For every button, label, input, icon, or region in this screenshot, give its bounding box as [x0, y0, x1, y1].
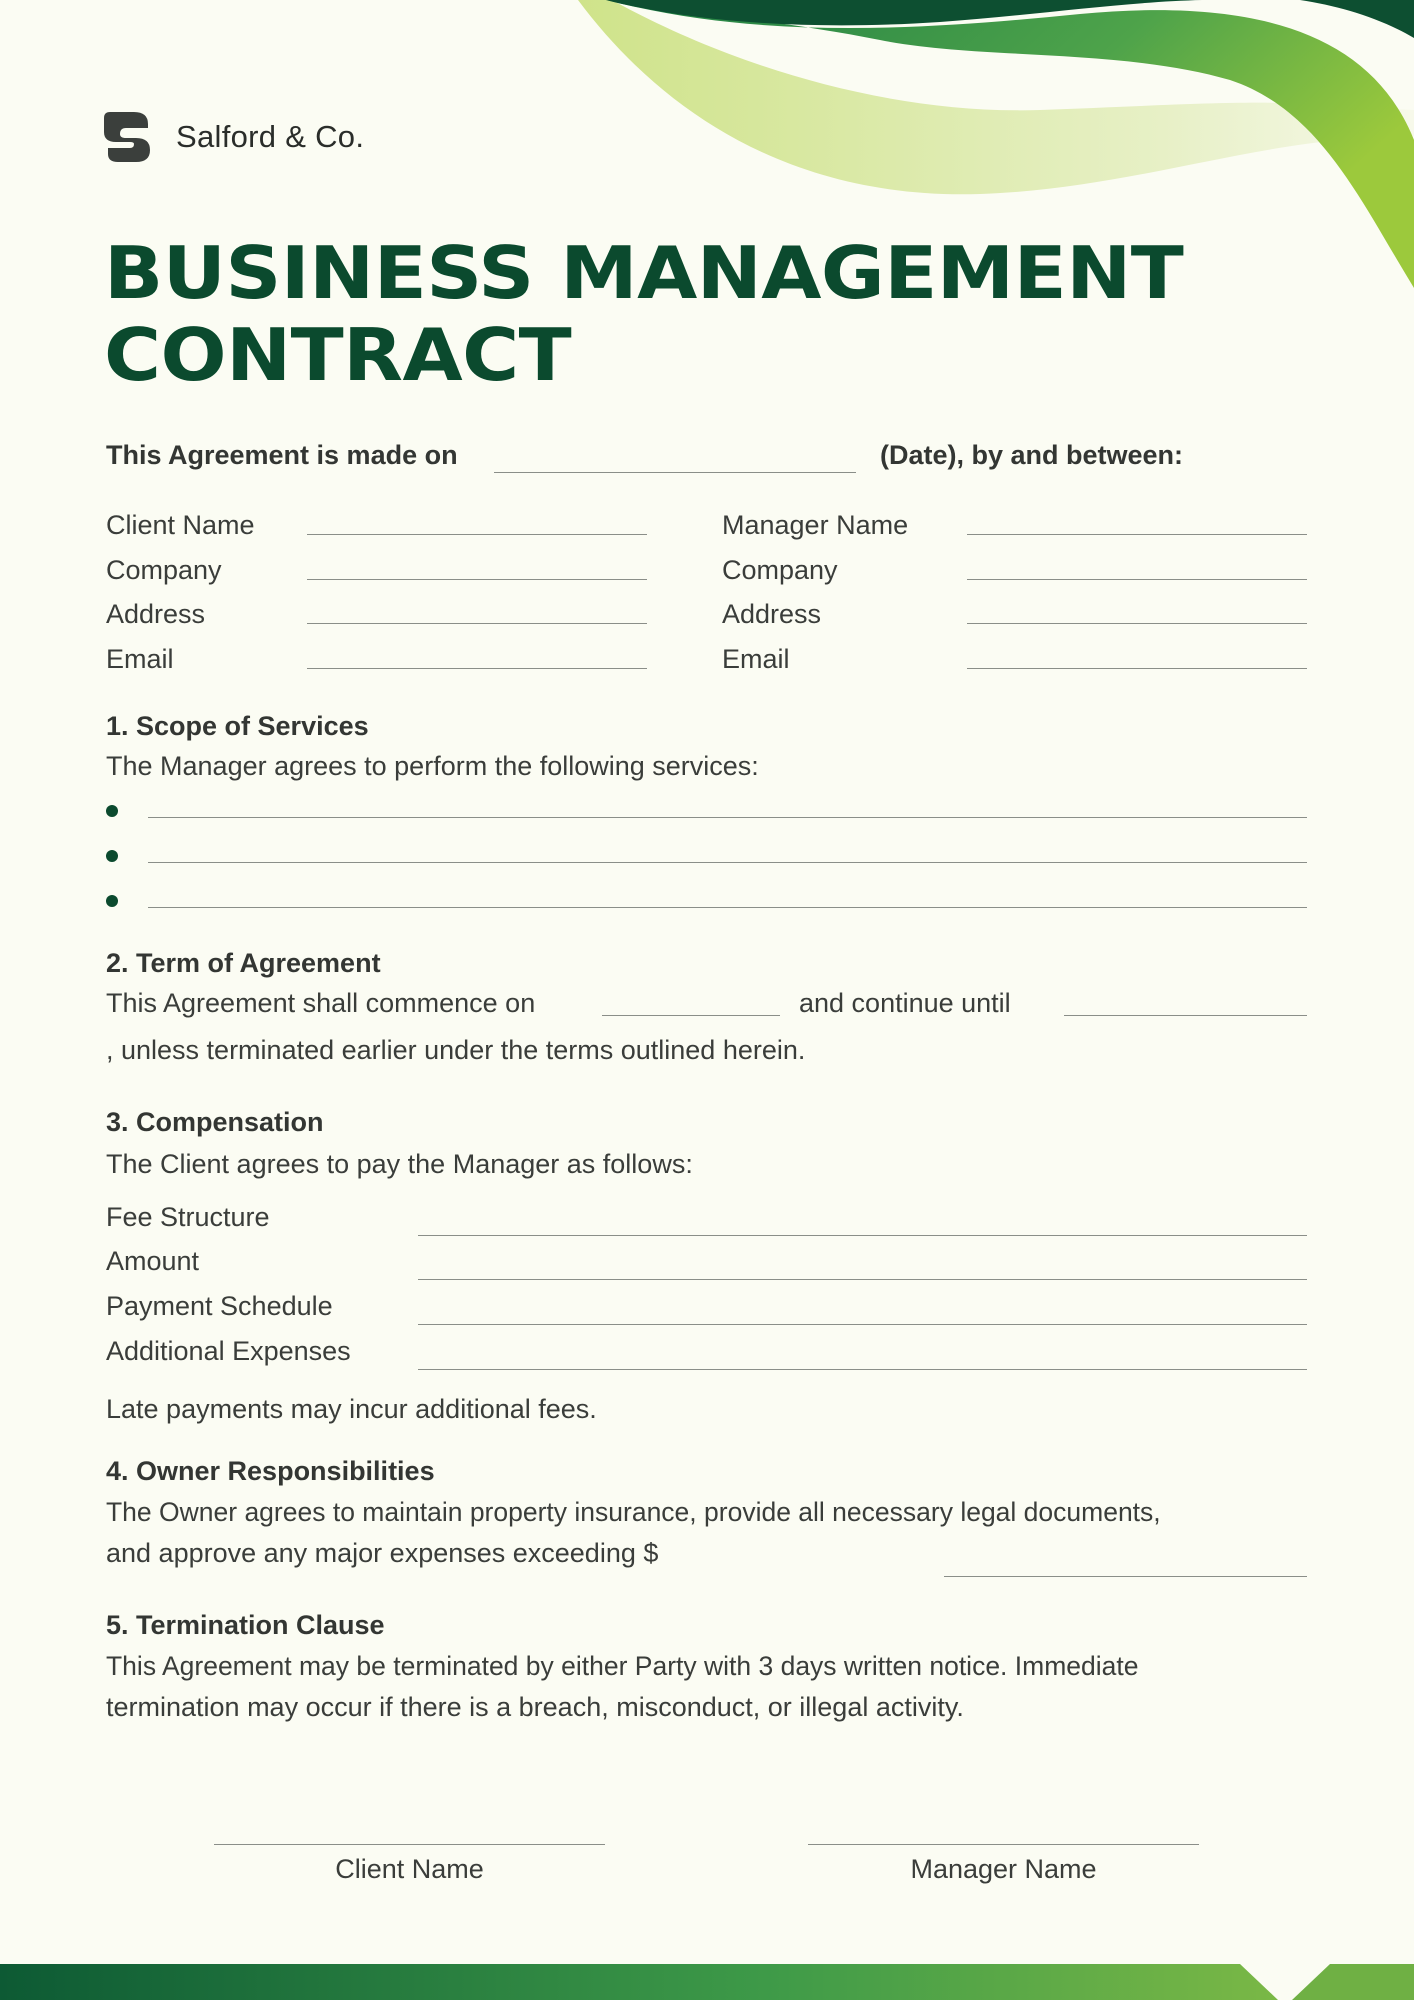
client-address-label: Address [106, 599, 206, 629]
bullet-3 [106, 895, 118, 907]
manager-email-field[interactable] [967, 668, 1307, 669]
compensation-text: The Client agrees to pay the Manager as follows: [106, 1149, 693, 1179]
end-date-field[interactable] [1064, 1015, 1307, 1016]
title-line-2: CONTRACT [104, 313, 572, 397]
payment-schedule-label: Payment Schedule [106, 1291, 333, 1321]
termination-text-line2: termination may occur if there is a breach, misconduct, or illegal activity. [106, 1692, 964, 1722]
s-logo-icon [104, 112, 150, 162]
manager-signature-field[interactable] [808, 1844, 1199, 1845]
brand-name: Salford & Co. [176, 119, 365, 154]
title-line-1: BUSINESS MANAGEMENT [104, 231, 1184, 315]
service-field-2[interactable] [148, 862, 1307, 863]
term-heading: 2. Term of Agreement [106, 948, 381, 978]
page-title [104, 232, 1183, 396]
amount-field[interactable] [418, 1279, 1307, 1280]
client-name-field[interactable] [307, 534, 647, 535]
term-text-mid: and continue until [799, 988, 1011, 1018]
term-text-start: This Agreement shall commence on [106, 988, 536, 1018]
client-email-field[interactable] [307, 668, 647, 669]
owner-text-line1: The Owner agrees to maintain property insurance, provide all necessary legal documents, [106, 1497, 1161, 1527]
bullet-1 [106, 805, 118, 817]
footer-band-decoration [0, 1964, 1414, 2000]
manager-name-label: Manager Name [722, 510, 909, 540]
amount-label: Amount [106, 1246, 200, 1276]
additional-expenses-label: Additional Expenses [106, 1336, 351, 1366]
termination-heading: 5. Termination Clause [106, 1610, 385, 1640]
additional-expenses-field[interactable] [418, 1369, 1307, 1370]
fee-structure-label: Fee Structure [106, 1202, 270, 1232]
manager-company-label: Company [722, 555, 838, 585]
bullet-2 [106, 850, 118, 862]
late-payment-note: Late payments may incur additional fees. [106, 1394, 597, 1424]
manager-address-field[interactable] [967, 623, 1307, 624]
date-field[interactable] [494, 472, 856, 473]
client-signature-label: Client Name [335, 1854, 484, 1884]
intro-prefix: This Agreement is made on [106, 440, 458, 470]
service-field-1[interactable] [148, 817, 1307, 818]
expense-threshold-field[interactable] [944, 1576, 1307, 1577]
client-email-label: Email [106, 644, 174, 674]
client-name-label: Client Name [106, 510, 255, 540]
manager-signature-label: Manager Name [910, 1854, 1097, 1884]
compensation-heading: 3. Compensation [106, 1107, 324, 1137]
term-text-end: , unless terminated earlier under the terms outlined herein. [106, 1035, 806, 1065]
termination-text-line1: This Agreement may be terminated by either Party with 3 days written notice. Immediate [106, 1651, 1139, 1681]
scope-heading: 1. Scope of Services [106, 711, 369, 741]
client-address-field[interactable] [307, 623, 647, 624]
manager-company-field[interactable] [967, 579, 1307, 580]
client-company-label: Company [106, 555, 222, 585]
start-date-field[interactable] [602, 1015, 780, 1016]
owner-text-line2: and approve any major expenses exceeding $ [106, 1538, 659, 1568]
client-company-field[interactable] [307, 579, 647, 580]
payment-schedule-field[interactable] [418, 1324, 1307, 1325]
owner-heading: 4. Owner Responsibilities [106, 1456, 435, 1486]
fee-structure-field[interactable] [418, 1235, 1307, 1236]
client-signature-field[interactable] [214, 1844, 605, 1845]
brand-logo [104, 112, 364, 162]
scope-text: The Manager agrees to perform the following services: [106, 751, 759, 781]
manager-address-label: Address [722, 599, 822, 629]
manager-email-label: Email [722, 644, 790, 674]
intro-suffix: (Date), by and between: [880, 440, 1184, 470]
service-field-3[interactable] [148, 907, 1307, 908]
manager-name-field[interactable] [967, 534, 1307, 535]
